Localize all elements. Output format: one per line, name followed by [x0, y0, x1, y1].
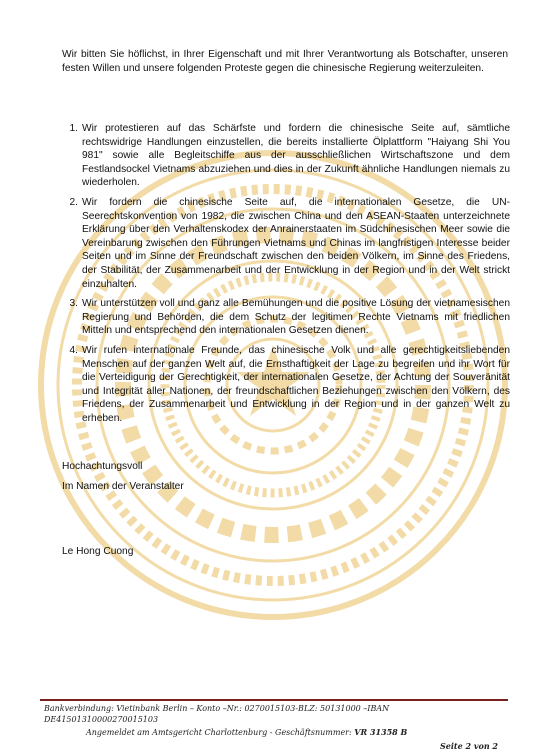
closing-salutation: Hochachtungsvoll — [62, 461, 143, 472]
list-item-number: 2. — [69, 196, 78, 208]
signatory-name: Le Hong Cuong — [62, 546, 134, 557]
intro-paragraph: Wir bitten Sie höflichst, in Ihrer Eigenschaft und mit Ihrer Verantwortung als Botschafter, unseren festen Willen und unsere folgenden Proteste gegen die chinesische Regierung weiterzuleiten. — [62, 49, 508, 74]
on-behalf-line: Im Namen der Veranstalter — [62, 481, 184, 492]
footer-register-text: Angemeldet am Amtsgericht Charlottenburg - Geschäftsnummer: — [86, 728, 355, 737]
footer-register-line — [86, 727, 407, 737]
demands-list — [62, 122, 510, 431]
list-item-text: Wir protestieren auf das Schärfste und fordern die chinesische Seite auf, sämtliche rechtswidrige Handlungen einzustellen, die bereits installierte Ölplattform "Haiyang Shi You 981" sowie alle Begleitschiffe aus der ausschließlichen Wirtschaftszone und dem Festlandsockel Vietnams abzuziehen und dies in der Zukunft ähnliche Handlungen niemals zu wiederholen. — [82, 123, 510, 189]
list-item — [62, 344, 510, 426]
list-item-text: Wir fordern die chinesische Seite auf, die internationalen Gesetze, die UN-Seerechtskonvention von 1982, die zwischen China und den ASEAN-Staaten unterzeichnete Erklärung über den Verhaltenskodex der Anrainerstaaten im Südchinesischen Meer sowie die Vereinbarung zwischen den Führungen Vietnams und Chinas im langfristigen Interesse beider Seiten und im Sinne der Freundschaft zwischen den beiden Völkern, im Sinne des Friedens, der Stabilität, der Zusammenarbeit und der Entwicklung in der Region und in der Welt strickt einzuhalten. — [82, 196, 510, 290]
page-number: Seite 2 von 2 — [440, 741, 498, 751]
list-item — [62, 196, 510, 291]
list-item — [62, 122, 510, 190]
footer-rule — [40, 699, 508, 701]
footer-bank-line: Bankverbindung: Vietinbank Berlin – Konto –Nr.: 0270015103-BLZ: 50131000 –IBAN — [44, 704, 390, 713]
list-item-number: 1. — [69, 123, 78, 134]
footer-iban-line: DE41501310000270015103 — [44, 715, 159, 724]
list-item-text: Wir unterstützen voll und ganz alle Bemühungen und die positive Lösung der vietnamesischen Regierung und Behörden, die dem Schutz der legitimen Rechte Vietnams mit friedlichen Mitteln und entsprechend den internationalen Gesetzen dienen. — [82, 298, 510, 337]
footer-register-number: VR 31358 B — [354, 727, 408, 737]
list-item-text: Wir rufen internationale Freunde, das chinesische Volk und alle gerechtigkeitsliebenden Menschen auf der ganzen Welt auf, die Ernsthaftigkeit der Lage zu begreifen und ihr Wort für die Verteidigung der Gerechtigkeit, der internationalen Gesetze, der Achtung der Souveränität und Integrität aller Nationen, der freundschaftlichen Beziehungen zwischen den Völkern, des Friedens, der Zusammenarbeit und Entwicklung in der Region und in der ganzen Welt zu erheben. — [82, 344, 510, 424]
list-item — [62, 297, 510, 338]
list-item-number: 4. — [69, 344, 78, 356]
list-item-number: 3. — [69, 298, 78, 310]
